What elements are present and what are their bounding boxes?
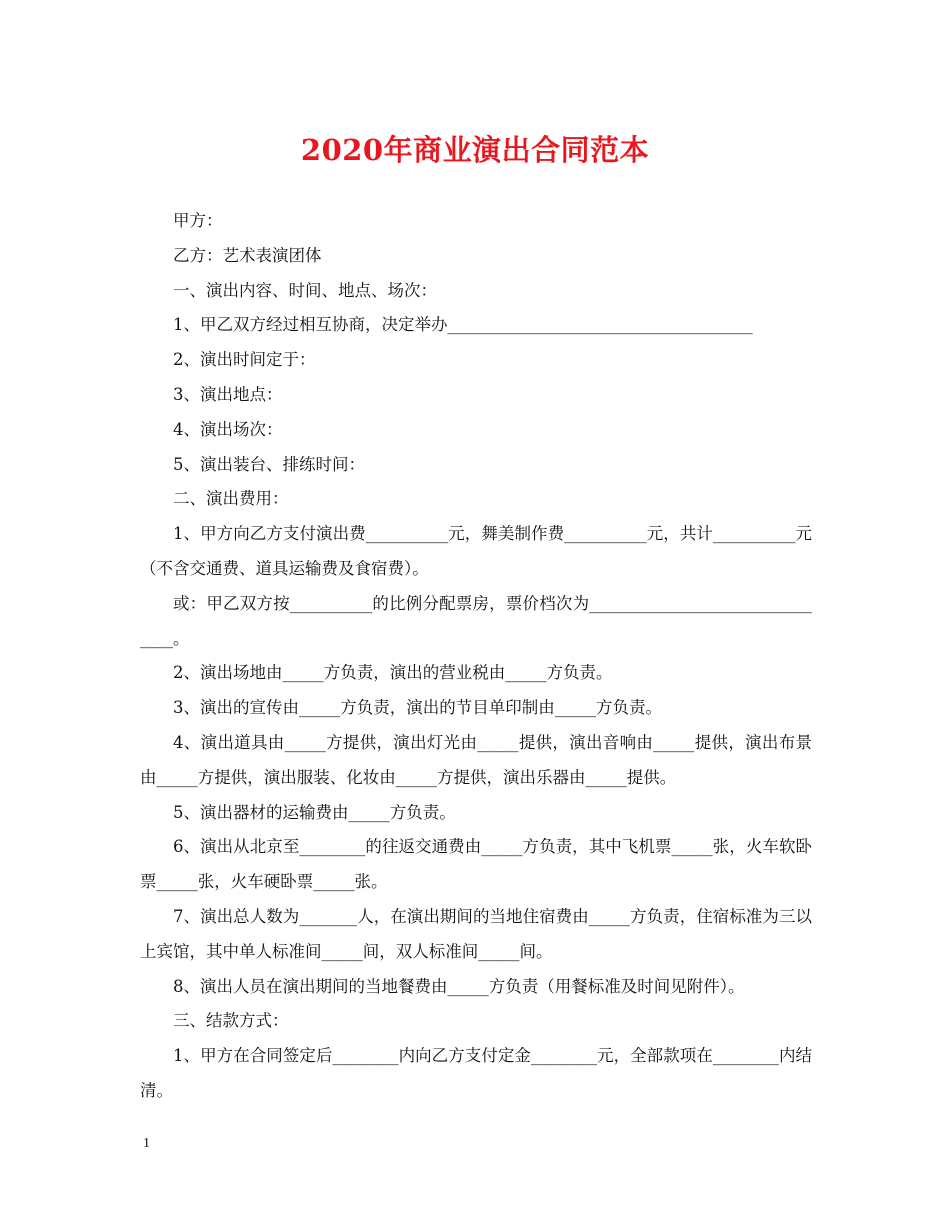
paragraph-2-4: 4、演出道具由_____方提供，演出灯光由_____提供，演出音响由_____提供，演出布景由_____方提供，演出服装、化妆由_____方提供，演出乐器由_____提供。 <box>140 732 812 787</box>
paragraph-1-5: 5、演出装台、排练时间： <box>173 454 365 474</box>
paragraph-2-5: 5、演出器材的运输费由_____方负责。 <box>173 802 456 822</box>
paragraph-2-1: 1、甲方向乙方支付演出费__________元，舞美制作费__________元，共计__________元（不含交通费、道具运输费及食宿费）。 <box>140 524 812 578</box>
section-heading-fees: 二、演出费用： <box>173 489 289 509</box>
paragraph-2-6: 6、演出从北京至________的往返交通费由_____方负责，其中飞机票_____张，火车软卧票_____张，火车硬卧票_____张。 <box>140 837 812 892</box>
paragraph-2-2: 2、演出场地由_____方负责，演出的营业税由_____方负责。 <box>173 663 613 683</box>
paragraph-party-b: 乙方：艺术表演团体 <box>173 245 322 265</box>
document-title: 2020年商业演出合同范本 <box>300 133 650 167</box>
paragraph-1-2: 2、演出时间定于： <box>173 350 316 370</box>
paragraph-1-1: 1、甲乙双方经过相互协商，决定举办_____________________________________ <box>173 315 753 335</box>
section-heading-payment: 三、结款方式： <box>173 1011 289 1031</box>
paragraph-2-7: 7、演出总人数为_______人，在演出期间的当地住宿费由_____方负责，住宿标准为三以上宾馆，其中单人标准间_____间，双人标准间_____间。 <box>140 906 812 961</box>
paragraph-2-3: 3、演出的宣传由_____方负责，演出的节目单印制由_____方负责。 <box>173 698 662 718</box>
paragraph-party-a: 甲方： <box>173 211 223 230</box>
paragraph-2-8: 8、演出人员在演出期间的当地餐费由_____方负责（用餐标准及时间见附件）。 <box>173 976 745 996</box>
paragraph-3-1: 1、甲方在合同签定后________内向乙方支付定金________元，全部款项在________内结清。 <box>140 1046 812 1100</box>
contract-body <box>140 204 812 1109</box>
section-heading-performance: 一、演出内容、时间、地点、场次： <box>173 280 437 300</box>
paragraph-1-3: 3、演出地点： <box>173 384 283 404</box>
paragraph-2-alt: 或：甲乙双方按__________的比例分配票房，票价档次为_______________________________。 <box>140 593 812 648</box>
paragraph-1-4: 4、演出场次： <box>173 419 283 439</box>
page-number: 1 <box>143 1136 150 1151</box>
